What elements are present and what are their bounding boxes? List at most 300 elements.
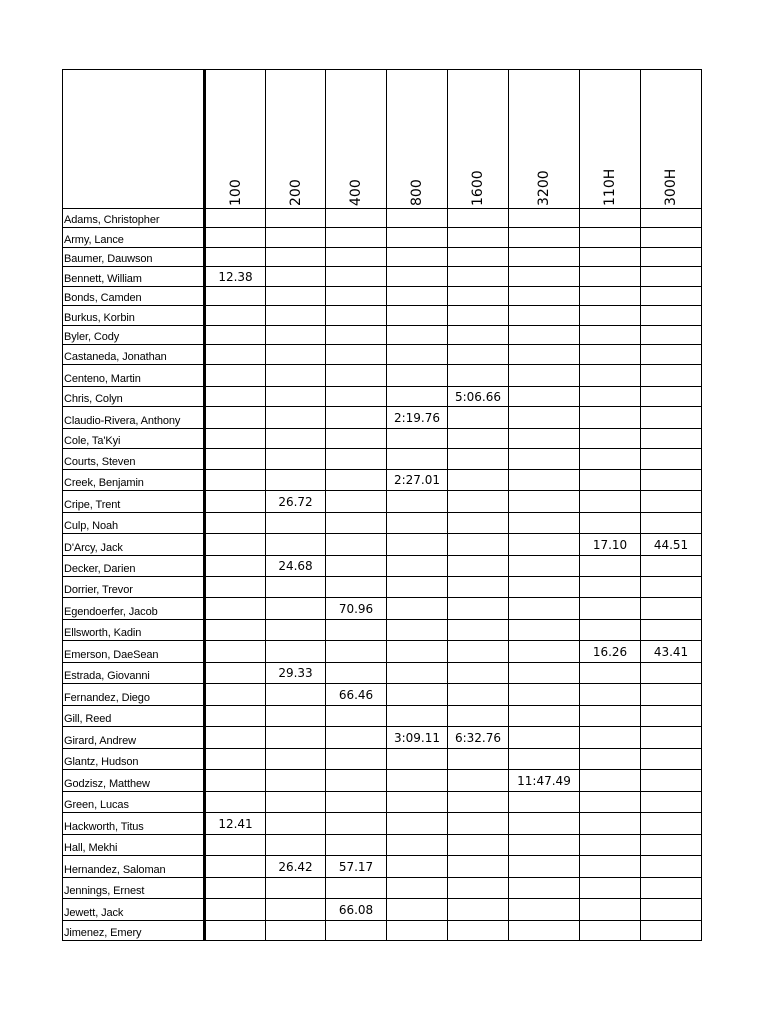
result-cell: [448, 556, 509, 577]
result-cell: [266, 209, 326, 228]
result-cell: [387, 899, 448, 921]
result-cell: 57.17: [326, 856, 387, 878]
result-cell: [509, 267, 580, 287]
result-cell: [580, 345, 641, 365]
result-cell: [448, 365, 509, 387]
result-cell: [326, 878, 387, 899]
event-header-label: 200: [287, 179, 304, 206]
result-cell: 5:06.66: [448, 387, 509, 407]
result-cell: [326, 663, 387, 684]
result-cell: [326, 449, 387, 470]
result-cell: [509, 513, 580, 534]
event-header-label: 3200: [536, 170, 552, 206]
result-cell: [205, 899, 266, 921]
result-cell: [266, 365, 326, 387]
result-cell: [448, 598, 509, 620]
athlete-name: Egendoerfer, Jacob: [63, 598, 205, 620]
result-cell: [509, 248, 580, 267]
result-cell: [387, 792, 448, 813]
result-cell: [580, 491, 641, 513]
result-cell: [326, 248, 387, 267]
table-row: [63, 727, 702, 749]
result-cell: [509, 407, 580, 429]
result-cell: [448, 770, 509, 792]
result-cell: [266, 267, 326, 287]
table-body: [63, 209, 702, 941]
result-cell: [580, 387, 641, 407]
result-cell: [641, 513, 702, 534]
result-cell: [509, 620, 580, 641]
result-cell: [387, 749, 448, 770]
result-cell: [205, 470, 266, 491]
result-cell: [641, 429, 702, 449]
result-cell: [205, 345, 266, 365]
athlete-name: Hackworth, Titus: [63, 813, 205, 835]
table-row: [63, 387, 702, 407]
athlete-name: Glantz, Hudson: [63, 749, 205, 770]
athlete-name: Godzisz, Matthew: [63, 770, 205, 792]
result-cell: [387, 856, 448, 878]
result-cell: [448, 856, 509, 878]
result-cell: [448, 663, 509, 684]
result-cell: [205, 770, 266, 792]
athlete-name: Hernandez, Saloman: [63, 856, 205, 878]
result-cell: [509, 856, 580, 878]
result-cell: [641, 856, 702, 878]
result-cell: [448, 878, 509, 899]
result-cell: [509, 228, 580, 248]
event-header: [387, 70, 448, 209]
result-cell: [509, 449, 580, 470]
result-cell: [387, 429, 448, 449]
athlete-name: Fernandez, Diego: [63, 684, 205, 706]
result-cell: 26.72: [266, 491, 326, 513]
result-cell: 16.26: [580, 641, 641, 663]
result-cell: [641, 921, 702, 941]
result-cell: [641, 620, 702, 641]
table-row: [63, 749, 702, 770]
result-cell: [448, 577, 509, 598]
table-row: [63, 248, 702, 267]
result-cell: [580, 248, 641, 267]
table-row: [63, 556, 702, 577]
result-cell: [326, 306, 387, 326]
result-cell: [205, 835, 266, 856]
result-cell: [266, 899, 326, 921]
result-cell: [448, 813, 509, 835]
result-cell: [448, 326, 509, 345]
result-cell: [205, 287, 266, 306]
result-cell: [326, 407, 387, 429]
athlete-name: Cole, Ta'Kyi: [63, 429, 205, 449]
result-cell: [580, 727, 641, 749]
athlete-name: Baumer, Dauwson: [63, 248, 205, 267]
result-cell: [509, 365, 580, 387]
table-row: [63, 663, 702, 684]
result-cell: [509, 813, 580, 835]
result-cell: [266, 684, 326, 706]
event-header: [326, 70, 387, 209]
result-cell: [326, 792, 387, 813]
result-cell: [205, 641, 266, 663]
athlete-name: Centeno, Martin: [63, 365, 205, 387]
result-cell: [387, 556, 448, 577]
result-cell: [266, 706, 326, 727]
result-cell: [266, 429, 326, 449]
athlete-name: Gill, Reed: [63, 706, 205, 727]
result-cell: 66.46: [326, 684, 387, 706]
athlete-name: Burkus, Korbin: [63, 306, 205, 326]
result-cell: [266, 641, 326, 663]
result-cell: [326, 365, 387, 387]
athlete-name: Courts, Steven: [63, 449, 205, 470]
result-cell: [266, 287, 326, 306]
event-header: [266, 70, 326, 209]
result-cell: [641, 449, 702, 470]
athlete-name: Culp, Noah: [63, 513, 205, 534]
result-cell: [509, 663, 580, 684]
result-cell: [266, 620, 326, 641]
event-header: [580, 70, 641, 209]
header-row: [63, 70, 702, 209]
table-row: [63, 209, 702, 228]
result-cell: [641, 684, 702, 706]
result-cell: [205, 228, 266, 248]
result-cell: [448, 513, 509, 534]
result-cell: [580, 792, 641, 813]
result-cell: [580, 749, 641, 770]
name-column-header: [63, 70, 205, 209]
result-cell: [580, 878, 641, 899]
event-header: [205, 70, 266, 209]
table-row: [63, 792, 702, 813]
result-cell: [641, 835, 702, 856]
result-cell: [448, 684, 509, 706]
result-cell: [580, 470, 641, 491]
athlete-name: Emerson, DaeSean: [63, 641, 205, 663]
table-row: [63, 306, 702, 326]
result-cell: [326, 813, 387, 835]
result-cell: [326, 727, 387, 749]
athlete-name: Jennings, Ernest: [63, 878, 205, 899]
result-cell: [580, 620, 641, 641]
result-cell: [641, 306, 702, 326]
result-cell: [387, 835, 448, 856]
result-cell: 2:19.76: [387, 407, 448, 429]
result-cell: [387, 620, 448, 641]
result-cell: [205, 663, 266, 684]
table-row: [63, 813, 702, 835]
athlete-name: Creek, Benjamin: [63, 470, 205, 491]
result-cell: [387, 228, 448, 248]
result-cell: 12.38: [205, 267, 266, 287]
table-row: [63, 407, 702, 429]
result-cell: [448, 306, 509, 326]
table-row: [63, 620, 702, 641]
table-row: [63, 228, 702, 248]
result-cell: [448, 792, 509, 813]
result-cell: 70.96: [326, 598, 387, 620]
result-cell: [509, 792, 580, 813]
result-cell: [326, 209, 387, 228]
result-cell: [326, 267, 387, 287]
table-row: [63, 899, 702, 921]
result-cell: [641, 770, 702, 792]
result-cell: [205, 248, 266, 267]
athlete-name: Castaneda, Jonathan: [63, 345, 205, 365]
result-cell: [266, 248, 326, 267]
result-cell: [266, 921, 326, 941]
result-cell: [266, 513, 326, 534]
table-header: [63, 70, 702, 209]
result-cell: [205, 878, 266, 899]
table-row: [63, 921, 702, 941]
result-cell: [326, 620, 387, 641]
event-header: [448, 70, 509, 209]
result-cell: [580, 449, 641, 470]
event-header: [641, 70, 702, 209]
result-cell: [641, 248, 702, 267]
result-cell: [205, 684, 266, 706]
result-cell: [509, 921, 580, 941]
result-cell: [580, 684, 641, 706]
result-cell: [387, 513, 448, 534]
event-header-label: 800: [409, 179, 425, 206]
result-cell: [580, 209, 641, 228]
athlete-name: Estrada, Giovanni: [63, 663, 205, 684]
result-cell: [580, 287, 641, 306]
result-cell: [641, 663, 702, 684]
result-cell: [205, 209, 266, 228]
result-cell: [266, 470, 326, 491]
result-cell: [387, 641, 448, 663]
result-cell: [326, 429, 387, 449]
result-cell: [641, 470, 702, 491]
result-cell: [448, 491, 509, 513]
result-cell: [205, 921, 266, 941]
result-cell: [326, 556, 387, 577]
result-cell: [266, 345, 326, 365]
result-cell: [205, 365, 266, 387]
result-cell: [266, 813, 326, 835]
result-cell: [326, 921, 387, 941]
result-cell: [509, 835, 580, 856]
result-cell: [641, 749, 702, 770]
result-cell: [509, 429, 580, 449]
result-cell: [641, 556, 702, 577]
result-cell: [266, 387, 326, 407]
event-header-label: 1600: [470, 170, 486, 206]
event-header-label: 400: [348, 179, 364, 206]
result-cell: [448, 345, 509, 365]
result-cell: [387, 878, 448, 899]
result-cell: [509, 534, 580, 556]
result-cell: [580, 429, 641, 449]
table-row: [63, 684, 702, 706]
result-cell: [641, 345, 702, 365]
table-row: [63, 577, 702, 598]
result-cell: [326, 770, 387, 792]
result-cell: [580, 513, 641, 534]
athlete-name: Ellsworth, Kadin: [63, 620, 205, 641]
result-cell: [509, 641, 580, 663]
athlete-name: Decker, Darien: [63, 556, 205, 577]
result-cell: [641, 287, 702, 306]
result-cell: [326, 287, 387, 306]
table-row: [63, 365, 702, 387]
result-cell: [509, 598, 580, 620]
result-cell: [641, 813, 702, 835]
result-cell: [387, 534, 448, 556]
result-cell: [641, 387, 702, 407]
result-cell: [266, 577, 326, 598]
result-cell: [580, 556, 641, 577]
result-cell: [326, 491, 387, 513]
athlete-name: Green, Lucas: [63, 792, 205, 813]
result-cell: [641, 577, 702, 598]
result-cell: [387, 813, 448, 835]
result-cell: [326, 706, 387, 727]
athlete-name: Bennett, William: [63, 267, 205, 287]
result-cell: [448, 407, 509, 429]
athlete-name: Army, Lance: [63, 228, 205, 248]
result-cell: [509, 556, 580, 577]
result-cell: [387, 248, 448, 267]
result-cell: [387, 598, 448, 620]
result-cell: [266, 749, 326, 770]
result-cell: 44.51: [641, 534, 702, 556]
result-cell: [326, 387, 387, 407]
table-row: [63, 534, 702, 556]
result-cell: [387, 684, 448, 706]
table-row: [63, 706, 702, 727]
athlete-name: D'Arcy, Jack: [63, 534, 205, 556]
result-cell: [387, 449, 448, 470]
table-row: [63, 345, 702, 365]
results-table: [62, 69, 702, 941]
result-cell: [509, 684, 580, 706]
result-cell: [580, 577, 641, 598]
result-cell: [580, 326, 641, 345]
result-cell: [387, 706, 448, 727]
table-row: [63, 470, 702, 491]
result-cell: [448, 228, 509, 248]
result-cell: [509, 470, 580, 491]
result-cell: [326, 470, 387, 491]
result-cell: [266, 598, 326, 620]
result-cell: [448, 620, 509, 641]
result-cell: [387, 209, 448, 228]
result-cell: [509, 345, 580, 365]
table-row: [63, 326, 702, 345]
table-row: [63, 287, 702, 306]
result-cell: [326, 534, 387, 556]
table-row: [63, 598, 702, 620]
result-cell: [205, 491, 266, 513]
result-cell: [641, 727, 702, 749]
athlete-name: Girard, Andrew: [63, 727, 205, 749]
result-cell: [580, 856, 641, 878]
result-cell: [326, 228, 387, 248]
result-cell: [266, 534, 326, 556]
result-cell: 17.10: [580, 534, 641, 556]
result-cell: [387, 345, 448, 365]
result-cell: [205, 306, 266, 326]
result-cell: [448, 429, 509, 449]
result-cell: [448, 287, 509, 306]
result-cell: [580, 813, 641, 835]
result-cell: [205, 326, 266, 345]
result-cell: [205, 749, 266, 770]
result-cell: [641, 407, 702, 429]
result-cell: 24.68: [266, 556, 326, 577]
result-cell: [641, 326, 702, 345]
result-cell: 29.33: [266, 663, 326, 684]
result-cell: 43.41: [641, 641, 702, 663]
table-row: [63, 449, 702, 470]
result-cell: [326, 577, 387, 598]
result-cell: [266, 228, 326, 248]
result-cell: [580, 228, 641, 248]
result-cell: 12.41: [205, 813, 266, 835]
result-cell: [580, 921, 641, 941]
result-cell: [580, 365, 641, 387]
result-cell: [641, 598, 702, 620]
result-cell: [641, 267, 702, 287]
result-cell: [448, 835, 509, 856]
result-cell: [641, 365, 702, 387]
result-cell: [387, 267, 448, 287]
result-cell: [580, 663, 641, 684]
result-cell: [387, 921, 448, 941]
athlete-name: Jimenez, Emery: [63, 921, 205, 941]
result-cell: [387, 491, 448, 513]
result-cell: [205, 429, 266, 449]
event-header-label: 300H: [663, 168, 679, 206]
table-row: [63, 267, 702, 287]
result-cell: [266, 727, 326, 749]
result-cell: [580, 899, 641, 921]
result-cell: [387, 326, 448, 345]
result-cell: [205, 387, 266, 407]
result-cell: [205, 792, 266, 813]
result-cell: [641, 491, 702, 513]
result-cell: 2:27.01: [387, 470, 448, 491]
result-cell: [448, 267, 509, 287]
result-cell: [448, 248, 509, 267]
result-cell: [387, 306, 448, 326]
result-cell: [580, 770, 641, 792]
result-cell: [509, 749, 580, 770]
athlete-name: Cripe, Trent: [63, 491, 205, 513]
athlete-name: Bonds, Camden: [63, 287, 205, 306]
result-cell: [580, 267, 641, 287]
result-cell: [205, 534, 266, 556]
table-row: [63, 878, 702, 899]
result-cell: 6:32.76: [448, 727, 509, 749]
result-cell: 26.42: [266, 856, 326, 878]
result-cell: [641, 228, 702, 248]
result-cell: [448, 209, 509, 228]
event-header: [509, 70, 580, 209]
result-cell: 66.08: [326, 899, 387, 921]
result-cell: [266, 407, 326, 429]
result-cell: [448, 470, 509, 491]
result-cell: [326, 326, 387, 345]
table-row: [63, 491, 702, 513]
result-cell: [326, 641, 387, 663]
result-cell: [205, 407, 266, 429]
